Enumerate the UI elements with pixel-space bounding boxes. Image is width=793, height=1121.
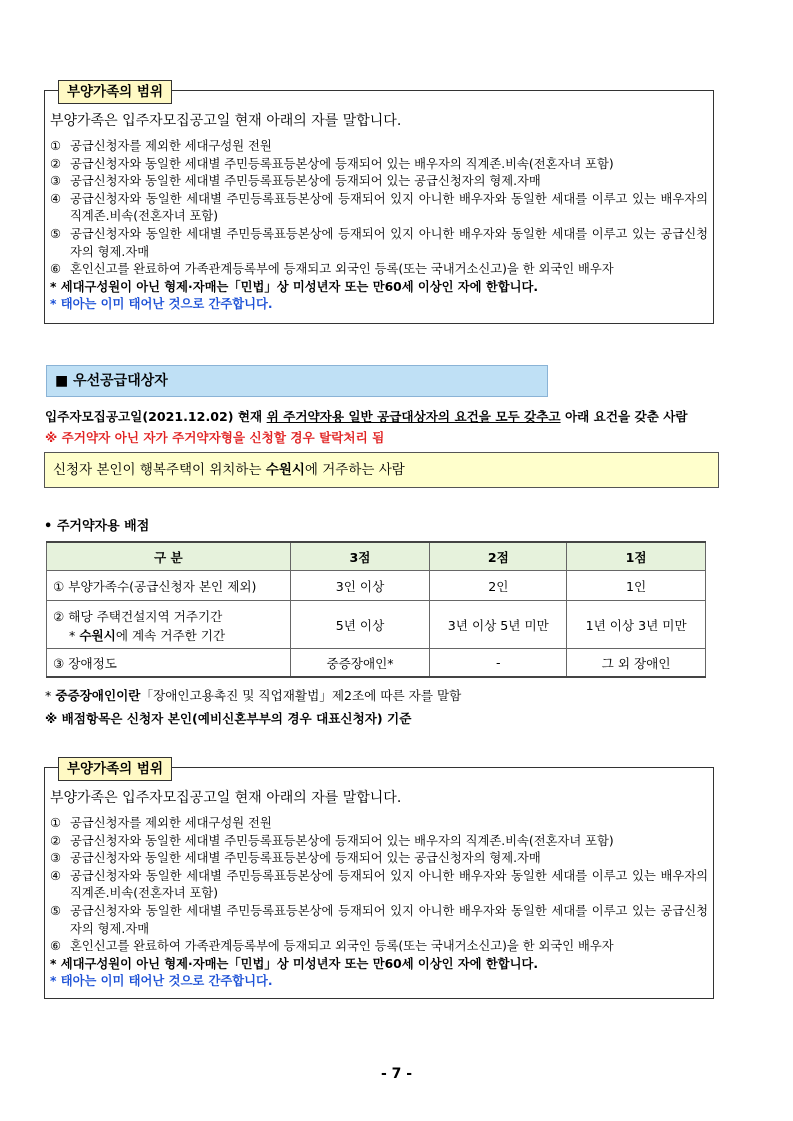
list-item: ③ 공급신청자와 동일한 세대별 주민등록표등본상에 등재되어 있는 공급신청자의 형제.자매 — [50, 851, 541, 866]
table-row: ① 부양가족수(공급신청자 본인 제외) 3인 이상 2인 1인 — [47, 571, 706, 601]
list-item: ② 공급신청자와 동일한 세대별 주민등록표등본상에 등재되어 있는 배우자의 직계존.비속(전혼자녀 포함) — [50, 833, 614, 848]
list-item: ⑥ 혼인신고를 완료하여 가족관계등록부에 등재되고 외국인 등록(또는 국내거소신고)을 한 외국인 배우자 — [50, 939, 614, 954]
footnote-severe-disability: * 중증장애인이란「장애인고용촉진 및 직업재활법」제2조에 따른 자를 말함 — [45, 688, 462, 703]
list-item: ① 공급신청자를 제외한 세대구성원 전원 — [50, 816, 272, 830]
list-item: ① 공급신청자를 제외한 세대구성원 전원 — [50, 139, 272, 153]
score-title: • 주거약자용 배점 — [44, 519, 150, 534]
list-item: ④ 공급신청자와 동일한 세대별 주민등록표등본상에 등재되어 있지 아니한 배우자와 동일한 세대를 이루고 있는 배우자의 직계존.비속(전혼자녀 포함) — [50, 191, 708, 224]
list-item: ⑤ 공급신청자와 동일한 세대별 주민등록표등본상에 등재되어 있지 아니한 배우자와 동일한 세대를 이루고 있는 공급신청자의 형제.자매 — [50, 226, 708, 259]
header-2pt: 2점 — [430, 542, 567, 571]
table-header-row — [47, 542, 706, 571]
list-item: ⑥ 혼인신고를 완료하여 가족관계등록부에 등재되고 외국인 등록(또는 국내거소신고)을 한 외국인 배우자 — [50, 262, 614, 277]
header-1pt: 1점 — [567, 542, 706, 571]
dependents-box-1 — [44, 90, 714, 324]
box1-note-fetus: * 태아는 이미 태어난 것으로 간주합니다. — [50, 297, 273, 312]
score-table — [46, 541, 706, 678]
page-number: - 7 - — [380, 1066, 413, 1082]
box2-note-fetus: * 태아는 이미 태어난 것으로 간주합니다. — [50, 974, 273, 989]
header-category: 구 분 — [47, 542, 291, 571]
header-3pt: 3점 — [290, 542, 430, 571]
box2-items — [50, 815, 708, 991]
priority-section-title: ■ 우선공급대상자 — [46, 365, 548, 397]
priority-warning: ※ 주거약자 아닌 자가 주거약자형을 신청할 경우 탈락처리 됨 — [45, 430, 385, 445]
dependents-box-2 — [44, 767, 714, 999]
list-item: ③ 공급신청자와 동일한 세대별 주민등록표등본상에 등재되어 있는 공급신청자의 형제.자매 — [50, 174, 541, 189]
box2-title: 부양가족의 범위 — [58, 757, 172, 781]
box1-title: 부양가족의 범위 — [58, 80, 172, 104]
residence-requirement-box: 신청자 본인이 행복주택이 위치하는 수원시에 거주하는 사람 — [44, 452, 719, 488]
box2-note-siblings: * 세대구성원이 아닌 형제·자매는「민법」상 미성년자 또는 만60세 이상인 자에 한합니다. — [50, 956, 539, 971]
box1-items — [50, 138, 708, 314]
box1-intro: 부양가족은 입주자모집공고일 현재 아래의 자를 말합니다. — [50, 113, 402, 129]
list-item: ② 공급신청자와 동일한 세대별 주민등록표등본상에 등재되어 있는 배우자의 직계존.비속(전혼자녀 포함) — [50, 156, 614, 171]
table-row: ② 해당 주택건설지역 거주기간 * 수원시에 계속 거주한 기간 5년 이상 3년 이상 5년 미만 1년 이상 3년 미만 — [47, 601, 706, 649]
box2-intro: 부양가족은 입주자모집공고일 현재 아래의 자를 말합니다. — [50, 790, 402, 806]
list-item: ④ 공급신청자와 동일한 세대별 주민등록표등본상에 등재되어 있지 아니한 배우자와 동일한 세대를 이루고 있는 배우자의 직계존.비속(전혼자녀 포함) — [50, 868, 708, 901]
list-item: ⑤ 공급신청자와 동일한 세대별 주민등록표등본상에 등재되어 있지 아니한 배우자와 동일한 세대를 이루고 있는 공급신청자의 형제.자매 — [50, 903, 708, 936]
table-row: ③ 장애정도 중증장애인* - 그 외 장애인 — [47, 649, 706, 677]
footnote-scoring-basis: ※ 배점항목은 신청자 본인(예비신혼부부의 경우 대표신청자) 기준 — [45, 711, 412, 726]
box1-note-siblings: * 세대구성원이 아닌 형제·자매는「민법」상 미성년자 또는 만60세 이상인 자에 한합니다. — [50, 279, 539, 294]
priority-requirement: 입주자모집공고일(2021.12.02) 현재 위 주거약자용 일반 공급대상자의 요건을 모두 갖추고 아래 요건을 갖춘 사람 — [45, 409, 688, 424]
